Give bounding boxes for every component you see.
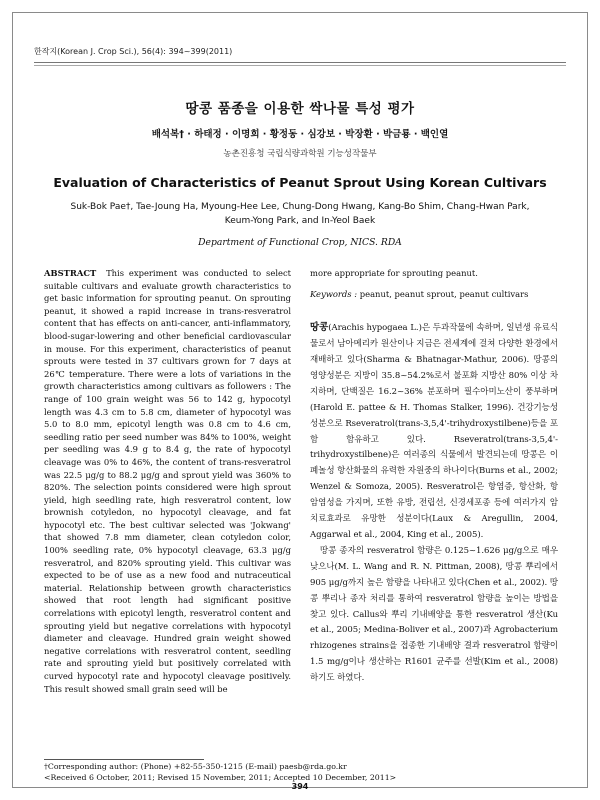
english-title: Evaluation of Characteristics of Peanut Sprout Using Korean Cultivars (53, 175, 547, 190)
page-number: 394 (291, 782, 309, 791)
intro-paragraph-1-text: (Arachis hypogaea L.)은 두과작물에 속하며, 일년생 유료식물로서 남아메리카 원산이나 지금은 전세계에 걸쳐 다양한 환경에서 재배하고 있다(Sharma & Bhatnagar-Mathur, 2006). 땅콩의 영양성분은 지방이 35.8~54.2%로서 불포화 지방산 80% 이상 차지하며, 단백질은 16.2~36% 분포하며 필수아미노산이 풍부하며(Harold E. pattee & H. Thomas Stalker, 1996). 건강기능성 성분으로 Rseveratrol(trans-3,5,4'-trihydroxystilbene)등을 포함 함유하고 있다. Rseveratrol(trans-3,5,4'-trihydroxystilbene)은 여러종의 식물에서 발견되는데 땅콩은 이 폐놀성 항산화물의 유력한 자원중의 하나이다(Burns et al., 2002; Wenzel & Somoza, 2005). Resveratrol은 항염증, 항산화, 항암염성을 가지며, 또한 유방, 전립선, 신경세포종 등에 여러가지 암치료효과로 유망한 성분이다(Laux & Aregullin, 2004, Aggarwal et al., 2004, King et al., 2005). (310, 323, 558, 540)
abstract-continuation: more appropriate for sprouting peanut. (310, 268, 478, 278)
intro-lead-word: 땅콩 (310, 322, 329, 334)
korean-authors: 배석복† · 하태정 · 이명희 · 황정동 · 심강보 · 박장환 · 박금룡 · 백인열 (151, 129, 449, 140)
korean-title: 땅콩 품종을 이용한 싹나물 특성 평가 (185, 101, 415, 117)
english-authors (40, 200, 560, 228)
abstract-paragraph (44, 267, 291, 695)
header-rule-secondary (34, 65, 566, 66)
english-authors-line-1: Suk-Bok Pae†, Tae-Joung Ha, Myoung-Hee Lee, Chung-Dong Hwang, Kang-Bo Shim, Chang-Hwan Park, (70, 202, 530, 212)
header-rule (34, 62, 566, 63)
corresponding-author-footnote: †Corresponding author: (Phone) +82-55-350-1215 (E-mail) paesb@rda.go.kr (44, 762, 347, 771)
intro-paragraph-2: 땅콩 종자의 resveratrol 함량은 0.125~1.626 μg/g으로 매우 낮으나(M. L. Wang and R. N. Pittman, 2008), 땅콩 뿌리에서 905 μg/g까지 높은 함량을 나타내고 있다(Chen et al., 2002). 땅콩 뿌리나 종자 처리를 통하여 resveratrol 함량을 높이는 방법을 찾고 있다. Callus와 뿌리 기내배양을 통한 resveratrol 생산(Ku et al., 2005; Medina-Boliver et al., 2007)과 Agrobacterium rhizogenes strains을 접종한 기내배양 결과 resveratrol 함량이 1.5 mg/g이나 생산하는 R1601 균주를 선발(Kim et al., 2008)하기도 하였다. (310, 545, 558, 684)
english-affiliation: Department of Functional Crop, NICS. RDA (198, 237, 402, 248)
footnote-rule (44, 759, 204, 760)
left-column (44, 267, 291, 695)
right-column (310, 267, 558, 687)
intro-paragraph-1 (310, 320, 558, 544)
keywords-line (310, 288, 558, 301)
abstract-heading: ABSTRACT (44, 268, 97, 278)
english-authors-line-2: Keum-Yong Park, and In-Yeol Baek (224, 216, 376, 226)
journal-reference: 한작지(Korean J. Crop Sci.), 56(4): 394~399(2011) (34, 47, 233, 56)
korean-affiliation: 농촌진흥청 국립식량과학원 기능성작물부 (223, 149, 377, 159)
abstract-body: This experiment was conducted to select suitable cultivars and evaluate growth characteristics to get basic information for sprouting peanut. On sprouting peanut, it showed a rapid increase in trans-resveratrol content that has effects on anti-cancer, anti-inflammatory, blood-sugar-lowering and other beneficial cardiovascular in mouse. For this experiment, characteristics of peanut sprouts were tested in 37 cultivars grown for 7 days at 26℃ temperature. There were a lots of variations in the growth characteristics among cultivars as followers : The range of 100 grain weight was 56 to 142 g, hypocotyl length was 4.3 cm to 5.8 cm, diameter of hypocotyl was 5.0 to 8.0 mm, epicotyl length was 0.8 cm to 4.6 cm, seedling ratio per seed number was 84% to 100%, weight per seedling was 4.9 g to 8.4 g, the rate of hypocotyl cleavage was 0% to 46%, the content of trans-resveratrol was 22.5 μg/g to 88.2 μg/g and sprout yield was 360% to 820%. The selection points considered were high sprout yield, high seedling rate, high resveratrol content, low brownish cotyledon, no hypocotyl cleavage, and fat hypocotyl etc. The best cultivar selected was 'Jokwang' that showed 7.8 mm diameter, clean cotyledon color, 100% seedling rate, 0% hypocotyl cleavage, 63.3 μg/g resveratrol, and 820% sprouting yield. This cultivar was expected to be of use as a new food and nutraceutical material. Relationship between growth characteristics showed that root length had significant positive correlations with epicotyl length, resveratrol content and sprouting yield but negative correlations with hypocotyl diameter and cleavage. Hundred grain weight showed negative correlations with resveratrol content, seedling rate and sprouting yield but positively correlated with curved hypocotyl rate and hypocotyl cleavage positively. This result showed small grain seed will be (44, 268, 292, 694)
keywords-label: Keywords : (310, 288, 358, 299)
keywords-text: peanut, peanut sprout, peanut cultivars (359, 288, 529, 299)
received-dates-footnote: <Received 6 October, 2011; Revised 15 November, 2011; Accepted 10 December, 2011> (44, 773, 397, 782)
